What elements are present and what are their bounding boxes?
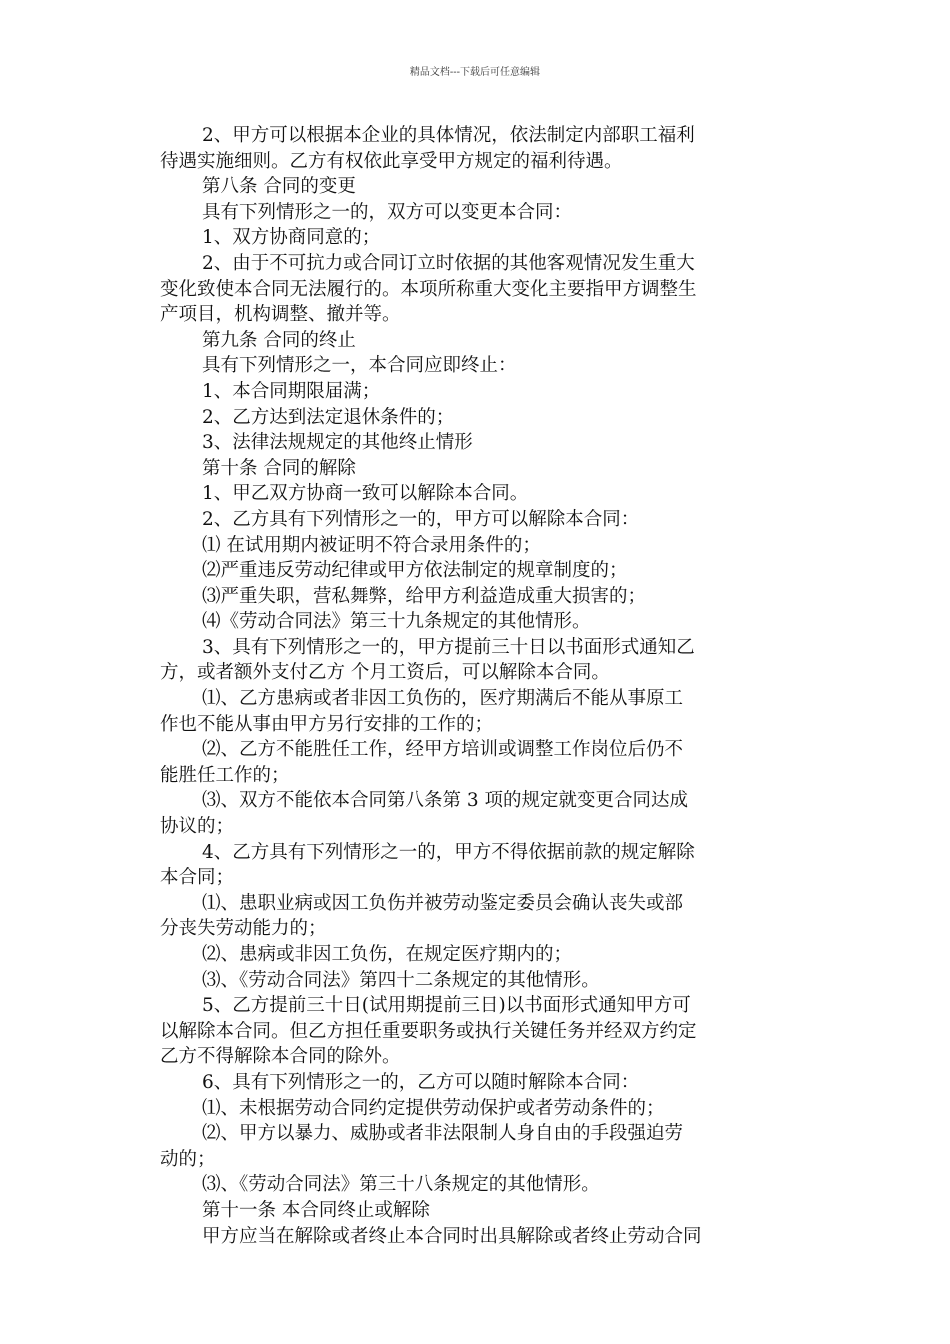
text-line: 具有下列情形之一，本合同应即终止： xyxy=(202,355,517,377)
text-line: ⑴、患职业病或因工负伤并被劳动鉴定委员会确认丧失或部 xyxy=(202,892,684,914)
text-line: 4、乙方具有下列情形之一的，甲方不得依据前款的规定解除 xyxy=(202,841,695,863)
text-line: 产项目，机构调整、撤并等。 xyxy=(160,304,401,326)
text-line: 待遇实施细则。乙方有权依此享受甲方规定的福利待遇。 xyxy=(160,150,623,172)
text-line: 能胜任工作的； xyxy=(160,764,290,786)
text-line: ⑷《劳动合同法》第三十九条规定的其他情形。 xyxy=(202,611,591,633)
text-line: 乙方不得解除本合同的除外。 xyxy=(160,1046,401,1068)
text-line: ⑶、《劳动合同法》第四十二条规定的其他情形。 xyxy=(202,969,600,991)
text-line: 本合同； xyxy=(160,867,235,889)
text-line: 6、具有下列情形之一的，乙方可以随时解除本合同： xyxy=(202,1071,640,1093)
text-line: ⑵、甲方以暴力、威胁或者非法限制人身自由的手段强迫劳 xyxy=(202,1123,684,1145)
text-line: 2、乙方具有下列情形之一的，甲方可以解除本合同： xyxy=(202,508,640,530)
text-line: 1、甲乙双方协商一致可以解除本合同。 xyxy=(202,483,529,505)
text-line: 1、本合同期限届满； xyxy=(202,380,381,402)
text-line: 第八条 合同的变更 xyxy=(202,176,356,198)
text-line: ⑶、双方不能依本合同第八条第 3 项的规定就变更合同达成 xyxy=(202,790,689,812)
text-line: ⑶、《劳动合同法》第三十八条规定的其他情形。 xyxy=(202,1174,600,1196)
text-line: 方，或者额外支付乙方 个月工资后，可以解除本合同。 xyxy=(160,662,610,684)
text-line: 5、乙方提前三十日(试用期提前三日)以书面形式通知甲方可 xyxy=(202,995,691,1017)
text-line: ⑴、乙方患病或者非因工负伤的，医疗期满后不能从事原工 xyxy=(202,688,684,710)
text-line: ⑵、乙方不能胜任工作，经甲方培训或调整工作岗位后仍不 xyxy=(202,739,684,761)
text-line: 变化致使本合同无法履行的。本项所称重大变化主要指甲方调整生 xyxy=(160,278,697,300)
text-line: 分丧失劳动能力的； xyxy=(160,918,327,940)
text-line: 2、甲方可以根据本企业的具体情况，依法制定内部职工福利 xyxy=(202,125,695,146)
text-line: 第十一条 本合同终止或解除 xyxy=(202,1199,430,1221)
text-line: 2、乙方达到法定退休条件的； xyxy=(202,406,455,428)
text-line: 1、双方协商同意的； xyxy=(202,227,381,249)
text-line: ⑶严重失职，营私舞弊，给甲方利益造成重大损害的； xyxy=(202,585,647,607)
text-line: 第九条 合同的终止 xyxy=(202,329,356,351)
page-header: 精品文档---下载后可任意编辑 xyxy=(409,67,541,78)
text-line: ⑵严重违反劳动纪律或甲方依法制定的规章制度的； xyxy=(202,560,628,582)
text-line: ⑵、患病或非因工负伤，在规定医疗期内的； xyxy=(202,944,573,965)
text-line: ⑴、未根据劳动合同约定提供劳动保护或者劳动条件的； xyxy=(202,1097,665,1119)
text-line: 第十条 合同的解除 xyxy=(202,457,356,479)
text-line: 协议的； xyxy=(160,816,235,838)
text-line: 3、法律法规规定的其他终止情形 xyxy=(202,432,473,454)
text-line: ⑴ 在试用期内被证明不符合录用条件的； xyxy=(202,534,541,556)
text-line: 作也不能从事由甲方另行安排的工作的； xyxy=(160,713,494,735)
text-line: 3、具有下列情形之一的，甲方提前三十日以书面形式通知乙 xyxy=(202,636,695,658)
text-line: 具有下列情形之一的，双方可以变更本合同： xyxy=(202,201,573,223)
text-line: 以解除本合同。但乙方担任重要职务或执行关键任务并经双方约定 xyxy=(160,1020,697,1042)
text-line: 2、由于不可抗力或合同订立时依据的其他客观情况发生重大 xyxy=(202,252,695,274)
text-line: 甲方应当在解除或者终止本合同时出具解除或者终止劳动合同 xyxy=(202,1225,702,1247)
document-body xyxy=(160,123,814,1249)
text-line: 动的； xyxy=(160,1148,216,1170)
